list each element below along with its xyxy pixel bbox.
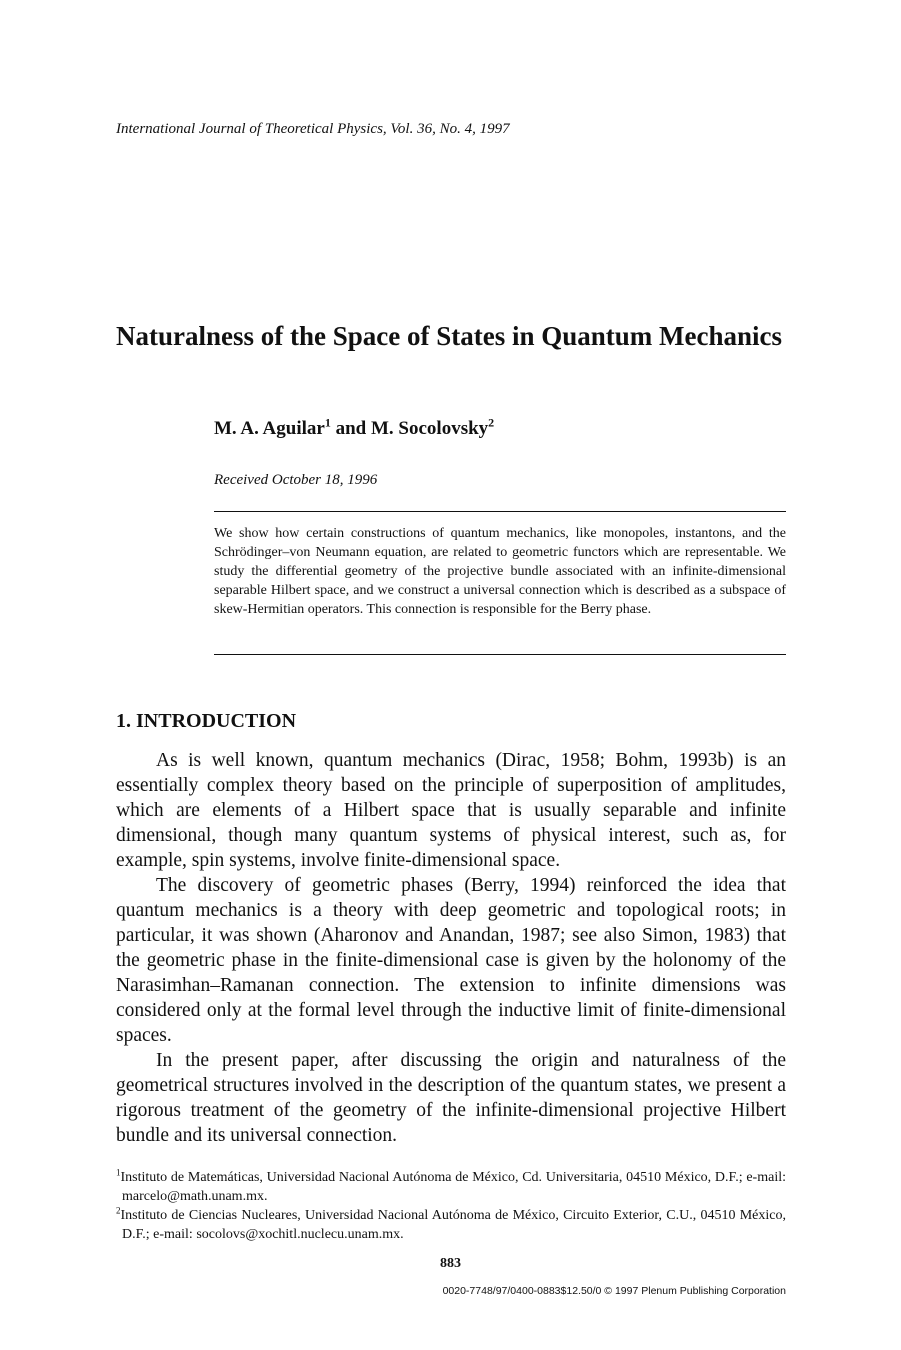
author-line xyxy=(214,415,495,440)
copyright-line: 0020-7748/97/0400-0883$12.50/0 © 1997 Plenum Publishing Corporation xyxy=(442,1285,786,1297)
paragraph: As is well known, quantum mechanics (Dirac, 1958; Bohm, 1993b) is an essentially complex theory based on the principle of superposition of amplitudes, which are elements of a Hilbert space that is usually separable and infinite dimensional, though many quantum systems of physical interest, such as, for example, spin systems, involve finite-dimensional space. xyxy=(116,750,786,871)
page-number: 883 xyxy=(440,1256,461,1271)
footnote-mark-1: 1 xyxy=(324,415,331,430)
section-heading: 1. INTRODUCTION xyxy=(116,710,297,732)
abstract: We show how certain constructions of quantum mechanics, like monopoles, instantons, and the Schrödinger–von Neumann equation, are related to geometric functors which are representable. We study the differential geometry of the projective bundle associated with an infinite-dimensional separable Hilbert space, and we construct a universal connection which is described as a subspace of skew-Hermitian operators. This connection is responsible for the Berry phase. xyxy=(214,526,786,617)
author-1: M. A. Aguilar xyxy=(214,418,325,439)
footnote xyxy=(116,1168,786,1206)
footnote-mark-2: 2 xyxy=(488,415,495,430)
footnote-text: Instituto de Matemáticas, Universidad Nacional Autónoma de México, Cd. Universitaria, 04510 México, D.F.; e-mail: marcelo@math.unam.mx. xyxy=(120,1170,786,1204)
author-2: M. Socolovsky xyxy=(370,418,489,439)
footnote xyxy=(116,1206,786,1244)
section-body xyxy=(116,748,786,1148)
author-joiner: and xyxy=(330,418,371,439)
footnotes xyxy=(116,1168,786,1244)
footnote-mark: 2 xyxy=(116,1205,121,1216)
received-date: Received October 18, 1996 xyxy=(214,472,378,488)
footnote-text: Instituto de Ciencias Nucleares, Universidad Nacional Autónoma de México, Circuito Exterior, C.U., 04510 México, D.F.; e-mail: socolovs@xochitl.nuclecu.unam.mx. xyxy=(120,1208,786,1242)
journal-citation: International Journal of Theoretical Physics, Vol. 36, No. 4, 1997 xyxy=(116,121,510,137)
paper-title: Naturalness of the Space of States in Quantum Mechanics xyxy=(116,321,782,351)
abstract-top-rule xyxy=(214,511,786,512)
footnote-mark: 1 xyxy=(116,1167,121,1178)
paragraph: The discovery of geometric phases (Berry, 1994) reinforced the idea that quantum mechanics is a theory with deep geometric and topological roots; in particular, it was shown (Aharonov and Anandan, 1987; see also Simon, 1983) that the geometric phase in the finite-dimensional case is given by the holonomy of the Narasimhan–Ramanan connection. The extension to infinite dimensions was considered only at the formal level through the inductive limit of finite-dimensional spaces. xyxy=(116,875,786,1046)
paragraph: In the present paper, after discussing the origin and naturalness of the geometrical structures involved in the description of the quantum states, we present a rigorous treatment of the geometry of the infinite-dimensional projective Hilbert bundle and its universal connection. xyxy=(116,1050,786,1146)
abstract-bottom-rule xyxy=(214,654,786,655)
